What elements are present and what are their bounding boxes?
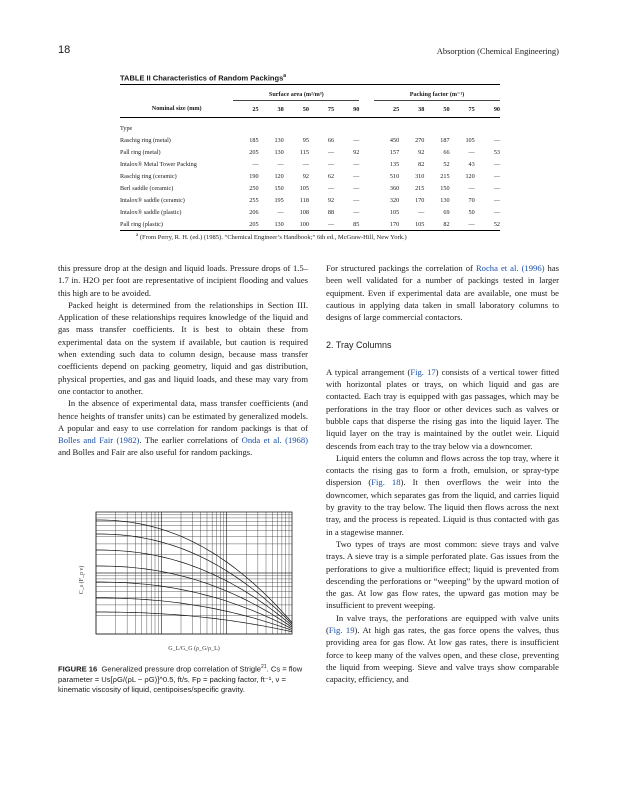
packing-factor-cell: 43 bbox=[468, 160, 475, 168]
packing-factor-cell: 310 bbox=[415, 172, 425, 180]
citation-link[interactable]: Bolles and Fair (1982) bbox=[58, 435, 140, 446]
citation-link[interactable]: Onda et al. (1968) bbox=[241, 435, 309, 446]
packing-factor-cell: 215 bbox=[415, 184, 425, 192]
surface-area-cell: 88 bbox=[327, 208, 335, 216]
surface-area-cell: 95 bbox=[302, 136, 309, 144]
packing-type-cell: Pall ring (plastic) bbox=[120, 218, 233, 231]
packing-factor-cell: 92 bbox=[418, 148, 425, 156]
table-title: TABLE II Characteristics of Random Packings$^a$ bbox=[120, 73, 287, 83]
footnote-mark: a bbox=[136, 233, 139, 238]
paragraph: Two types of trays are most common: sieve trays and valve trays. A sieve tray is a simple perforated plate. Gas issues from the perforations to give a multiorifice effect; liquid is prevented from descending the perforations or “weeping” by the upward motion of the gas. At low gas flow rates, the upward gas motion may be insufficient to prevent weeping. bbox=[326, 538, 559, 611]
packing-factor-cell: — bbox=[418, 208, 425, 216]
surface-area-cell: 105 bbox=[299, 184, 309, 192]
size-header: 90 bbox=[334, 101, 359, 118]
surface-area-cell: 130 bbox=[259, 218, 284, 231]
packing-factor-cell: 510 bbox=[389, 172, 400, 180]
packing-factor-cell: 320 bbox=[389, 196, 400, 204]
surface-area-cell: — bbox=[327, 148, 335, 156]
table-row bbox=[120, 194, 500, 206]
packing-factor-cell: 130 bbox=[440, 196, 450, 204]
surface-area-cell: — bbox=[353, 136, 360, 144]
caption-ref: 21 bbox=[261, 664, 267, 670]
svg-text:G_L/G_G (ρ_G/ρ_L): G_L/G_G (ρ_G/ρ_L) bbox=[168, 646, 220, 652]
packing-factor-cell: 120 bbox=[465, 172, 475, 180]
packing-type-cell: Intalox® Metal Tower Packing bbox=[120, 160, 197, 168]
surface-area-cell: 130 bbox=[274, 136, 284, 144]
packing-factor-cell: 82 bbox=[418, 160, 425, 168]
surface-area-cell: 195 bbox=[274, 196, 284, 204]
packing-factor-cell: 105 bbox=[465, 136, 475, 144]
paragraph: A typical arrangement (Fig. 17) consists of a vertical tower fitted with horizontal plates or trays, on which liquid and gas are contacted. Each tray is equipped with gas passages, which may be perforations in the tray floor or other devices such as valves or bubble caps that disperse the rising gas into the liquid layer. The liquid layer on the tray is maintained by the outlet weir. Liquid descends from each tray to the tray below via a downcomer. bbox=[326, 366, 559, 451]
packing-factor-cell: — bbox=[493, 196, 500, 204]
packing-factor-cell: 170 bbox=[415, 196, 425, 204]
size-header: 38 bbox=[399, 101, 424, 118]
surface-area-cell: 255 bbox=[249, 196, 259, 204]
table-row bbox=[120, 218, 500, 231]
surface-area-cell: — bbox=[277, 208, 284, 216]
surface-area-cell: 92 bbox=[302, 172, 309, 180]
packing-factor-cell: 70 bbox=[468, 196, 475, 204]
surface-area-cell: — bbox=[353, 208, 360, 216]
section-heading: 2. Tray Columns bbox=[326, 340, 392, 351]
packing-factor-cell: — bbox=[468, 148, 475, 156]
table-title-mark: a bbox=[283, 73, 287, 79]
table-row bbox=[120, 170, 500, 182]
size-header: 75 bbox=[450, 101, 475, 118]
packing-factor-cell: 105 bbox=[399, 218, 424, 231]
citation-link[interactable]: Rocha et al. (1996) bbox=[475, 263, 545, 273]
pressure-drop-figure bbox=[78, 510, 308, 658]
surface-area-cell: — bbox=[252, 160, 259, 168]
surface-area-cell: 92 bbox=[353, 148, 360, 156]
table-row bbox=[120, 146, 500, 158]
surface-area-cell: — bbox=[277, 160, 284, 168]
surface-area-cell: — bbox=[353, 160, 360, 168]
surface-area-cell: — bbox=[353, 184, 360, 192]
packing-factor-cell: 360 bbox=[389, 184, 400, 192]
table-row bbox=[120, 134, 500, 146]
paragraph: In the absence of experimental data, mass transfer coefficients (and hence heights of transfer units) can be estimated by generalized models. A popular and easy to use correlation for random packings is that of Bolles and Fair (1982). The earlier correlations of Onda et al. (1968) and Bolles and Fair are also useful for random packings. bbox=[58, 398, 309, 458]
surface-area-group-header: Surface area (m²/m³) bbox=[233, 85, 359, 101]
size-header: 38 bbox=[259, 101, 284, 118]
table-row bbox=[120, 158, 500, 170]
packing-type-cell: Intalox® saddle (ceramic) bbox=[120, 196, 185, 204]
type-label: Type bbox=[120, 124, 133, 132]
packing-factor-cell: — bbox=[493, 136, 500, 144]
surface-area-cell: 118 bbox=[299, 196, 309, 204]
surface-area-cell: 205 bbox=[249, 148, 259, 156]
figure-link[interactable]: Fig. 19 bbox=[328, 625, 355, 636]
figure-link[interactable]: Fig. 17 bbox=[410, 366, 436, 377]
surface-area-cell: 85 bbox=[334, 218, 359, 231]
paragraph: In valve trays, the perforations are equipped with valve units (Fig. 19). At high gas rates, the gas force opens the valves, thus providing area for gas flow. At low gas rates, there is insufficient force to keep many of the valves open, and these close, preventing the liquid from weeping. Sieve and valve trays show comparable capacity, efficiency, and bbox=[326, 612, 559, 685]
packing-factor-cell: — bbox=[468, 184, 475, 192]
left-column bbox=[58, 262, 308, 459]
packings-table bbox=[120, 84, 500, 231]
surface-area-cell: 250 bbox=[249, 184, 259, 192]
surface-area-cell: — bbox=[353, 196, 360, 204]
surface-area-cell: 108 bbox=[299, 208, 309, 216]
packing-factor-cell: 170 bbox=[374, 218, 399, 231]
surface-area-cell: — bbox=[353, 172, 360, 180]
size-header: 50 bbox=[284, 101, 309, 118]
surface-area-cell: — bbox=[327, 160, 335, 168]
packing-factor-cell: — bbox=[493, 208, 500, 216]
packing-factor-cell: 69 bbox=[443, 208, 450, 216]
nominal-size-header: Nominal size (mm) bbox=[120, 101, 233, 118]
surface-area-cell: 100 bbox=[284, 218, 309, 231]
packing-factor-cell: — bbox=[450, 218, 475, 231]
packing-factor-cell: 157 bbox=[389, 148, 400, 156]
paragraph: Packed height is determined from the relationships in Section III. Application of these relationships requires knowledge of the liquid and gas mass transfer coefficients. It is best to obtain these from experimental data on the system if available, but caution is required when extending such data to column design, because mass transfer coefficients depend on packing geometry, liquid and gas distribution, physical properties, and gas and liquid loads, and these may vary from one contactor to another. bbox=[58, 299, 308, 396]
size-header: 50 bbox=[424, 101, 449, 118]
packing-factor-cell: 52 bbox=[475, 218, 500, 231]
surface-area-cell: 115 bbox=[299, 148, 309, 156]
surface-area-cell: 206 bbox=[249, 208, 259, 216]
running-title: Absorption (Chemical Engineering) bbox=[436, 46, 559, 56]
table-row bbox=[120, 182, 500, 194]
packing-type-cell: Raschig ring (metal) bbox=[120, 136, 171, 144]
packing-factor-group-header: Packing factor (m⁻¹) bbox=[374, 85, 500, 101]
packing-factor-cell: 150 bbox=[440, 184, 450, 192]
packing-type-cell: Berl saddle (ceramic) bbox=[120, 184, 174, 192]
surface-area-cell: 205 bbox=[233, 218, 258, 231]
table-footnote: $^a$ (From Perry, R. H. (ed.) (1985). “Chemical Engineer’s Handbook;” 6th ed., McGraw-Hill, New York.) bbox=[136, 233, 407, 242]
right-column bbox=[326, 262, 559, 686]
surface-area-cell: 120 bbox=[274, 172, 284, 180]
packing-type-cell: Raschig ring (ceramic) bbox=[120, 172, 177, 180]
figure-link[interactable]: Fig. 18 bbox=[371, 477, 401, 488]
surface-area-cell: 185 bbox=[249, 136, 259, 144]
size-header: 75 bbox=[309, 101, 334, 118]
packing-factor-cell: 270 bbox=[415, 136, 425, 144]
surface-area-cell: 62 bbox=[327, 172, 335, 180]
surface-area-cell: 190 bbox=[249, 172, 259, 180]
packing-factor-cell: 215 bbox=[440, 172, 450, 180]
surface-area-cell: 150 bbox=[274, 184, 284, 192]
packing-factor-cell: 450 bbox=[389, 136, 400, 144]
surface-area-cell: 130 bbox=[274, 148, 284, 156]
surface-area-cell: — bbox=[327, 184, 335, 192]
packing-factor-cell: 187 bbox=[440, 136, 450, 144]
packing-type-cell: Intalox® saddle (plastic) bbox=[120, 208, 182, 216]
size-header: 25 bbox=[233, 101, 258, 118]
paragraph: For structured packings the correlation of Rocha et al. (1996) has been well validated for a number of packings tested in larger equipment. Even if experimental data are available, one must be cautious in applying data taken in small laboratory columns to designs of large commercial contactors. bbox=[326, 263, 559, 323]
figure-label: FIGURE 16 bbox=[58, 664, 98, 674]
figure-caption: FIGURE 16 Generalized pressure drop correlation of Strigle$^{21}$. Cs = flow parameter = Us[ρG/(ρL − ρG)]^0.5, ft/s. Fp = packing factor, ft⁻¹, ν = kinematic viscosity of liquid, centipoises/specific gravity. bbox=[58, 664, 303, 694]
size-header: 25 bbox=[374, 101, 399, 118]
paragraph: Liquid enters the column and flows across the top tray, where it contacts the rising gas to form a froth, emulsion, or spray-type dispersion (Fig. 18). It then overflows the weir into the downcomer, which separates gas from the liquid, and carries liquid by gravity to the tray below. The liquid then flows across the next tray, and the process is repeated. Liquid is thus contacted with gas in a stagewise manner. bbox=[326, 452, 559, 537]
packing-factor-cell: — bbox=[493, 160, 500, 168]
packing-factor-cell: 135 bbox=[389, 160, 400, 168]
packing-factor-cell: 52 bbox=[443, 160, 450, 168]
packing-factor-cell: — bbox=[493, 172, 500, 180]
packing-factor-cell: 82 bbox=[424, 218, 449, 231]
table-row bbox=[120, 206, 500, 218]
surface-area-cell: 66 bbox=[327, 136, 335, 144]
surface-area-cell: 92 bbox=[327, 196, 335, 204]
packing-factor-cell: 50 bbox=[468, 208, 475, 216]
page-number: 18 bbox=[58, 44, 71, 56]
paragraph: this pressure drop at the design and liquid loads. Pressure drops of 1.5–1.7 in. H2O per foot are representative of incipient flooding and values this high are to be avoided. bbox=[58, 263, 308, 298]
packing-type-cell: Pall ring (metal) bbox=[120, 148, 161, 156]
packing-factor-cell: 53 bbox=[493, 148, 500, 156]
packing-factor-cell: — bbox=[493, 184, 500, 192]
packing-factor-cell: 66 bbox=[443, 148, 450, 156]
packing-factor-cell: 105 bbox=[389, 208, 400, 216]
svg-text:C_s (F_p ν): C_s (F_p ν) bbox=[79, 565, 85, 595]
surface-area-cell: — bbox=[302, 160, 309, 168]
size-header: 90 bbox=[475, 101, 500, 118]
surface-area-cell: — bbox=[309, 218, 334, 231]
